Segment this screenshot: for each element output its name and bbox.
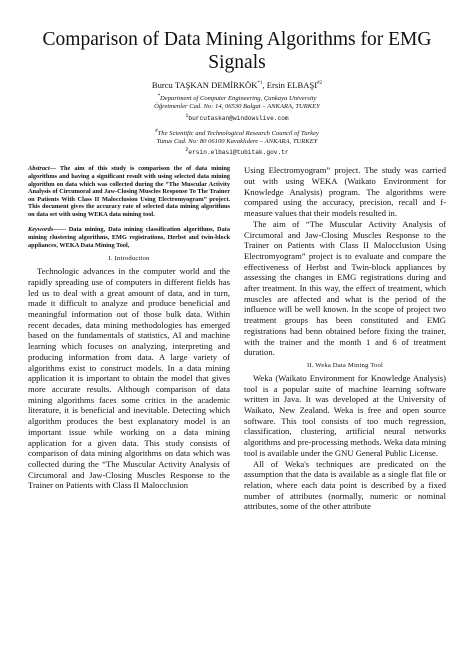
author-name-1: Burcu TAŞKAN DEMİRKÖK xyxy=(151,80,258,90)
email-2-sup: 2 xyxy=(185,147,189,154)
two-column-body xyxy=(28,165,446,512)
affiliation-2-line2: Tunus Cad. No: 80 06100 Kavaklıdere – ANKARA, TURKEY xyxy=(156,138,318,146)
intro-paragraph: Technologic advances in the computer world and the rapidly spreading use of computers in different fields has led us to deal with a great amount of data, and in turn, made it difficult to analyze and produce beneficial and meaningful information out of those bulk data. Within recent decades, data mining methodologies has emerged based on the fundamentals of statistics, AI and machine learning which focuses on analyzing, interpreting and producing information from data. A large variety of algorithms exist to construct models. In a data mining application it is important to obtain the model that gives more accurate results. Although comparison of data mining algorithms faces some critics in the academic literature, it is beneficial and inevitable. Detecting which algorithm produces the best explanatory model is an important issue while working on a data mining application for a given data. This study consists of comparison of data mining algorithms on data which was collected during the “The Muscular Activity Analysis of Circumoral and Jaw-Closing Muscles Response to the Trainer on Patients with Class II Malocclusion xyxy=(28,266,230,491)
section-heading-introduction: I. Introduction xyxy=(108,255,150,263)
email-1-address: burcutaskan@windowslive.com xyxy=(188,114,289,122)
project-aim-paragraph: The aim of “The Muscular Activity Analysis of Circumoral and Jaw-Closing Muscles Response to the Trainer on Patients with Class II Malocclusion Using Electromyogram” project is to evaluate and compare the effectiveness of Herbst and Twin-block appliances by assessing the changes in EMG registrations during and after treatment. In this way, the effect of treatment, which muscles are affected and what is the period of the influence will be well known. In the scope of project two treatment groups has been constituted and EMG registrations had benn obtained before fixing the trainer, with the trainer and the month 1 and 6 of treatment duration. xyxy=(244,218,446,358)
email-2-address: ersin.elbasi@tubitak.gov.tr xyxy=(188,149,289,157)
right-column xyxy=(244,165,446,512)
email-2 xyxy=(28,146,446,157)
paper-title: Comparison of Data Mining Algorithms for EMG Signals xyxy=(42,29,432,73)
author-sup-2: #2 xyxy=(317,81,323,87)
affiliation-2 xyxy=(28,128,446,147)
keywords-text: — Data mining, Data mining classification algorithms, Data mining clustering algorithms, EMG registrations, Herbst and twin-block appliances, WEKA Data Mining Tool, xyxy=(28,226,230,249)
weka-paragraph-2: All of Weka's techniques are predicated on the assumption that the data is available as a single flat file or relation, where each data point is described by a fixed number of attributes (normally, numeric or nominal attributes, some of the other attribute xyxy=(244,458,446,512)
email-1-sup: 1 xyxy=(185,112,189,119)
abstract-label: Abstract— xyxy=(28,165,56,173)
affiliation-2-sup: # xyxy=(155,128,158,134)
author-sup-1: *1 xyxy=(257,81,263,87)
section-heading-weka: II. Weka Data Mining Tool xyxy=(306,361,384,369)
affiliation-1-line2: Öğretmenler Cad. No: 14, 06530 Balgat – ANKARA, TURKEY xyxy=(154,103,320,111)
abstract-text: The aim of this study is comparison the of data mining algorithms and having a significant result with using selected data mining algorithm on data which was collected during the “The Muscular Activity Analysis of Circumoral and Jaw-Closing Muscles Response To The Trainer on Patients With Class II Malocclusion Using Electromyogram” project. This document gives the accuracy rate of selected data mining algorithms on data set with using WEKA data mining tool. xyxy=(28,165,230,218)
keywords-label: Keywords— xyxy=(28,226,60,234)
affiliation-2-line1: The Scientific and Technological Research Council of Turkey xyxy=(157,129,319,137)
affiliation-1-line1: Department of Computer Engineering, Çankaya University xyxy=(160,95,317,103)
author-line xyxy=(28,80,446,90)
keywords xyxy=(28,226,230,249)
weka-paragraph-1: Weka (Waikato Environment for Knowledge Analysis) tool is a popular suite of machine learning software written in Java. It was developed at the University of Waikato, New Zealand. Weka is free and open source software. This tool consists of too much regression, classification, clustering, artificial neural networks algorithms and pre-processing methods. Weka data mining tool is available under the GNU General Public License. xyxy=(244,372,446,458)
left-column xyxy=(28,165,230,512)
affiliation-1-sup: * xyxy=(157,94,161,99)
intro-paragraph-continued: Using Electromyogram” project. The study was carried out with using WEKA (Waikato Environment for Knowledge Analysis) program. The algorithms were compared using the accuracy, precision, recall and f-measure values that their models resulted in. xyxy=(244,165,446,219)
author-name-2: , Ersin ELBAŞI xyxy=(262,80,318,90)
affiliation-1 xyxy=(28,93,446,112)
abstract xyxy=(28,165,230,218)
email-1 xyxy=(28,112,446,123)
